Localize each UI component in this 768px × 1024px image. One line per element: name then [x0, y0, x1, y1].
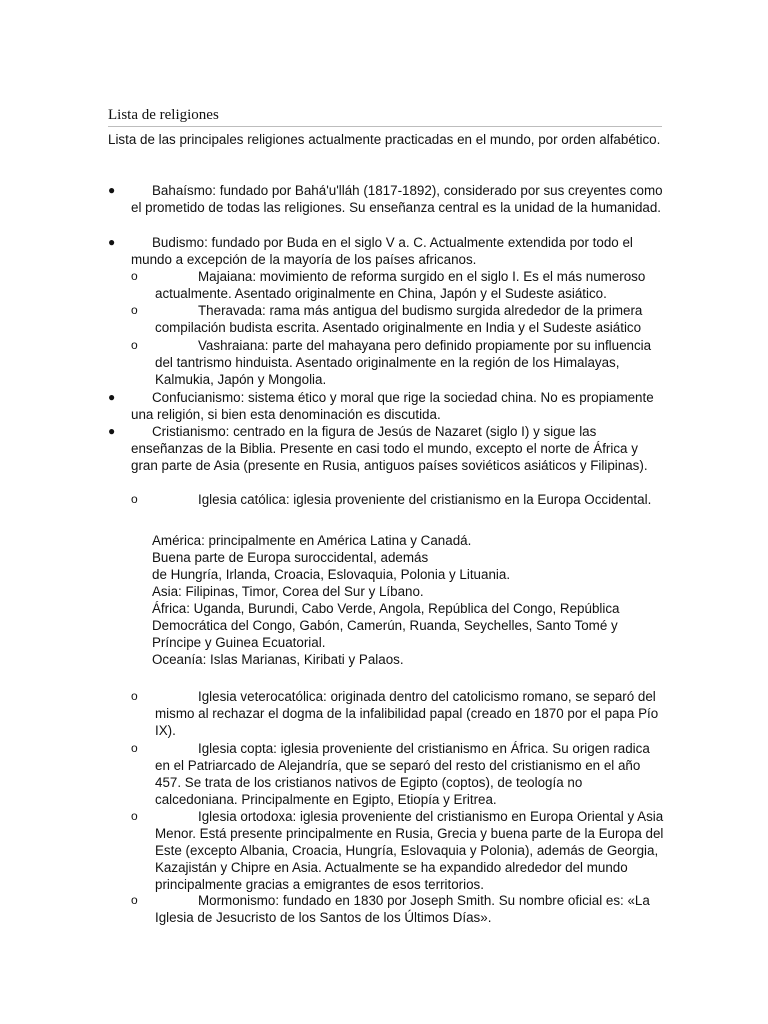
- list-item-text: Confucianismo: sistema ético y moral que rige la sociedad china. No es propiamente una religión, si bien esta denominación es discutida.: [131, 390, 654, 422]
- region-europa-line-1: Buena parte de Europa suroccidental, además: [152, 550, 429, 565]
- list-item-text: Iglesia católica: iglesia proveniente del cristianismo en la Europa Occidental.: [198, 492, 652, 507]
- sub-bullet: o: [131, 269, 138, 283]
- sub-bullet: o: [131, 689, 138, 703]
- sub-bullet: o: [131, 809, 138, 823]
- list-item-bahaismo: [108, 182, 666, 216]
- list-item-text: Budismo: fundado por Buda en el siglo V a. C. Actualmente extendida por todo el mundo a excepción de la mayoría de los países africanos.: [131, 235, 633, 267]
- region-asia: Asia: Filipinas, Timor, Corea del Sur y Líbano.: [152, 584, 424, 599]
- intro-paragraph: Lista de las principales religiones actualmente practicadas en el mundo, por orden alfabético.: [108, 132, 661, 147]
- list-item-confucianismo: [108, 389, 666, 423]
- sub-item-mormonismo: [131, 892, 665, 926]
- list-item-text: Mormonismo: fundado en 1830 por Joseph Smith. Su nombre oficial es: «La Iglesia de Jesucristo de los Santos de los Últimos Días».: [155, 893, 650, 925]
- region-africa: África: Uganda, Burundi, Cabo Verde, Angola, República del Congo, República Democrática del Congo, Gabón, Camerún, Ruanda, Seychelles, Santo Tomé y Príncipe y Guinea Ecuatorial.: [152, 601, 620, 650]
- sub-item-copta: [131, 740, 665, 808]
- sub-item-majaiana: [131, 268, 665, 302]
- region-america: América: principalmente en América Latina y Canadá.: [152, 533, 472, 548]
- sub-bullet: o: [131, 492, 138, 506]
- bullet: ●: [108, 183, 116, 197]
- sub-item-theravada: [131, 302, 665, 336]
- sub-item-veterocatolica: [131, 688, 665, 739]
- sub-bullet: o: [131, 893, 138, 907]
- bullet: ●: [108, 424, 116, 438]
- sub-item-vashraiana: [131, 337, 665, 388]
- sub-item-ortodoxa: [131, 808, 665, 893]
- sub-item-catolica: [131, 491, 665, 508]
- region-oceania: Oceanía: Islas Marianas, Kiribati y Palaos.: [152, 652, 404, 667]
- sub-bullet: o: [131, 303, 138, 317]
- list-item-cristianismo: [108, 423, 666, 474]
- list-item-text: Iglesia ortodoxa: iglesia proveniente del cristianismo en Europa Oriental y Asia Menor. Está presente principalmente en Rusia, Grecia y buena parte de la Europa del Este (excepto Albania, Croacia, Hungría, Eslovaquia y Polonia), además de Georgia, Kazajistán y Chipre en Asia. Actualmente se ha expandido alrededor del mundo principalmente gracias a emigrantes de esos territorios.: [155, 809, 664, 892]
- catholic-regions: [152, 532, 662, 668]
- bullet: ●: [108, 390, 116, 404]
- list-item-text: Iglesia veterocatólica: originada dentro del catolicismo romano, se separó del mismo al rechazar el dogma de la infalibilidad papal (creado en 1870 por el papa Pío IX).: [155, 689, 659, 738]
- list-item-text: Vashraiana: parte del mahayana pero definido propiamente por su influencia del tantrismo hinduista. Asentado originalmente en la región de los Himalayas, Kalmukia, Japón y Mongolia.: [155, 338, 652, 387]
- list-item-text: Iglesia copta: iglesia proveniente del cristianismo en África. Su origen radica en el Patriarcado de Alejandría, que se separó del resto del cristianismo en el año 457. Se trata de los cristianos nativos de Egipto (coptos), de teología no calcedoniana. Principalmente en Egipto, Etiopía y Eritrea.: [155, 741, 650, 807]
- list-item-text: Cristianismo: centrado en la figura de Jesús de Nazaret (siglo I) y sigue las enseñanzas de la Biblia. Presente en casi todo el mundo, excepto el norte de África y gran parte de Asia (presente en Rusia, antiguos países soviéticos asiáticos y Filipinas).: [131, 424, 648, 473]
- list-item-text: Majaiana: movimiento de reforma surgido en el siglo I. Es el más numeroso actualmente. Asentado originalmente en China, Japón y el Sudeste asiático.: [155, 269, 646, 301]
- region-europa-line-2: de Hungría, Irlanda, Croacia, Eslovaquia, Polonia y Lituania.: [152, 567, 511, 582]
- page-title: Lista de religiones: [108, 106, 662, 127]
- sub-bullet: o: [131, 741, 138, 755]
- list-item-text: Theravada: rama más antigua del budismo surgida alrededor de la primera compilación budista escrita. Asentado originalmente en India y el Sudeste asiático: [155, 303, 643, 335]
- list-item-budismo: [108, 234, 666, 268]
- list-item-text: Bahaísmo: fundado por Bahá'u'lláh (1817-1892), considerado por sus creyentes como el prometido de todas las religiones. Su enseñanza central es la unidad de la humanidad.: [131, 183, 663, 215]
- sub-bullet: o: [131, 338, 138, 352]
- bullet: ●: [108, 235, 116, 249]
